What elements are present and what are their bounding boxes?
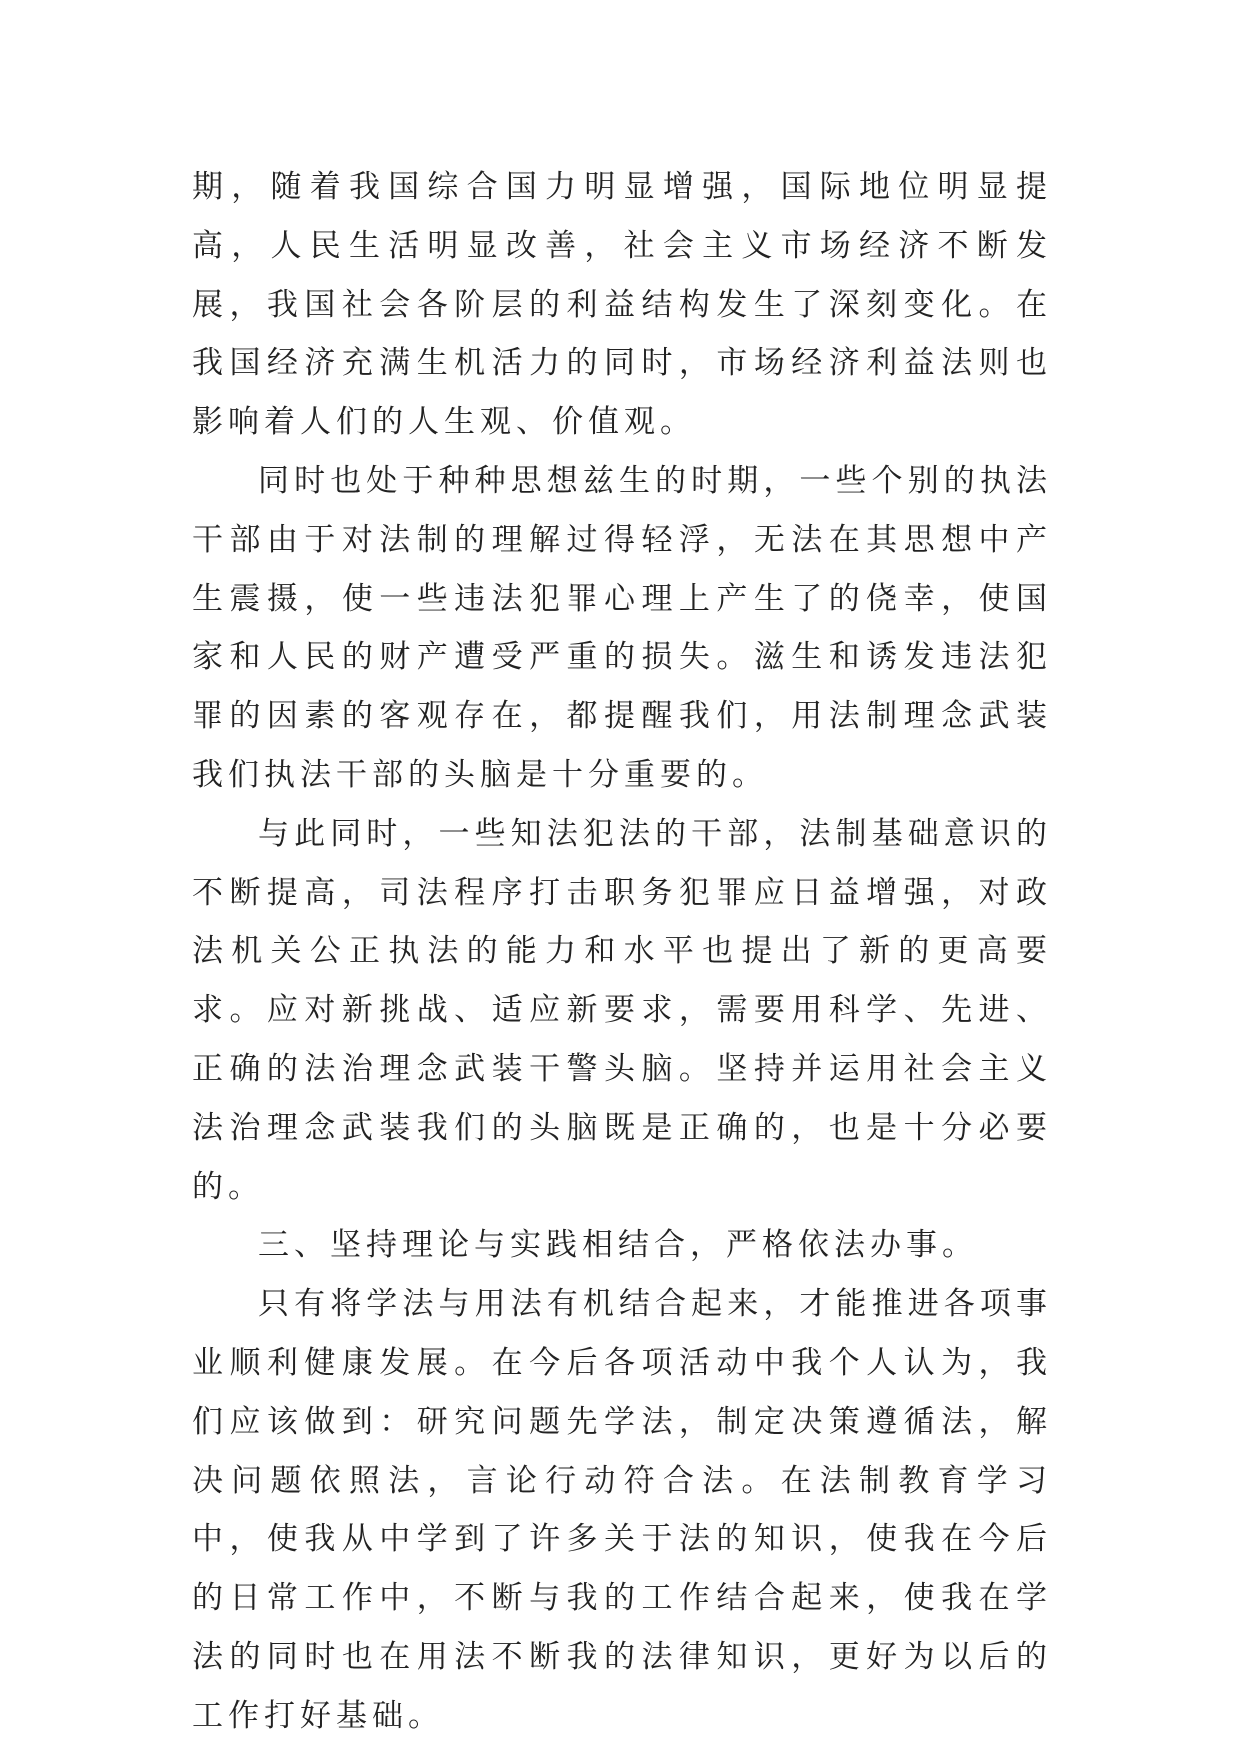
paragraph: 与此同时，一些知法犯法的干部，法制基础意识的不断提高，司法程序打击职务犯罪应日益增强，对政法机关公正执法的能力和水平也提出了新的更高要求。应对新挑战、适应新要求，需要用科学、先进、正确的法治理念武装干警头脑。坚持并运用社会主义法治理念武装我们的头脑既是正确的，也是十分必要的。 bbox=[192, 815, 1052, 1205]
section-heading: 三、坚持理论与实践相结合，严格依法办事。 bbox=[258, 1227, 978, 1264]
paragraph-continuation: 期，随着我国综合国力明显增强，国际地位明显提高，人民生活明显改善，社会主义市场经济不断发展，我国社会各阶层的利益结构发生了深刻变化。在我国经济充满生机活力的同时，市场经济利益法则也影响着人们的人生观、价值观。 bbox=[192, 169, 1052, 441]
paragraph: 只有将学法与用法有机结合起来，才能推进各项事业顺利健康发展。在今后各项活动中我个人认为，我们应该做到：研究问题先学法，制定决策遵循法，解决问题依照法，言论行动符合法。在法制教育学习中，使我从中学到了许多关于法的知识，使我在今后的日常工作中，不断与我的工作结合起来，使我在学法的同时也在用法不断我的法律知识，更好为以后的工作打好基础。 bbox=[192, 1286, 1052, 1734]
document-body bbox=[192, 158, 1052, 1746]
paragraph: 同时也处于种种思想兹生的时期，一些个别的执法干部由于对法制的理解过得轻浮，无法在其思想中产生震摄，使一些违法犯罪心理上产生了的侥幸，使国家和人民的财产遭受严重的损失。滋生和诱发违法犯罪的因素的客观存在，都提醒我们，用法制理念武装我们执法干部的头脑是十分重要的。 bbox=[192, 462, 1052, 793]
